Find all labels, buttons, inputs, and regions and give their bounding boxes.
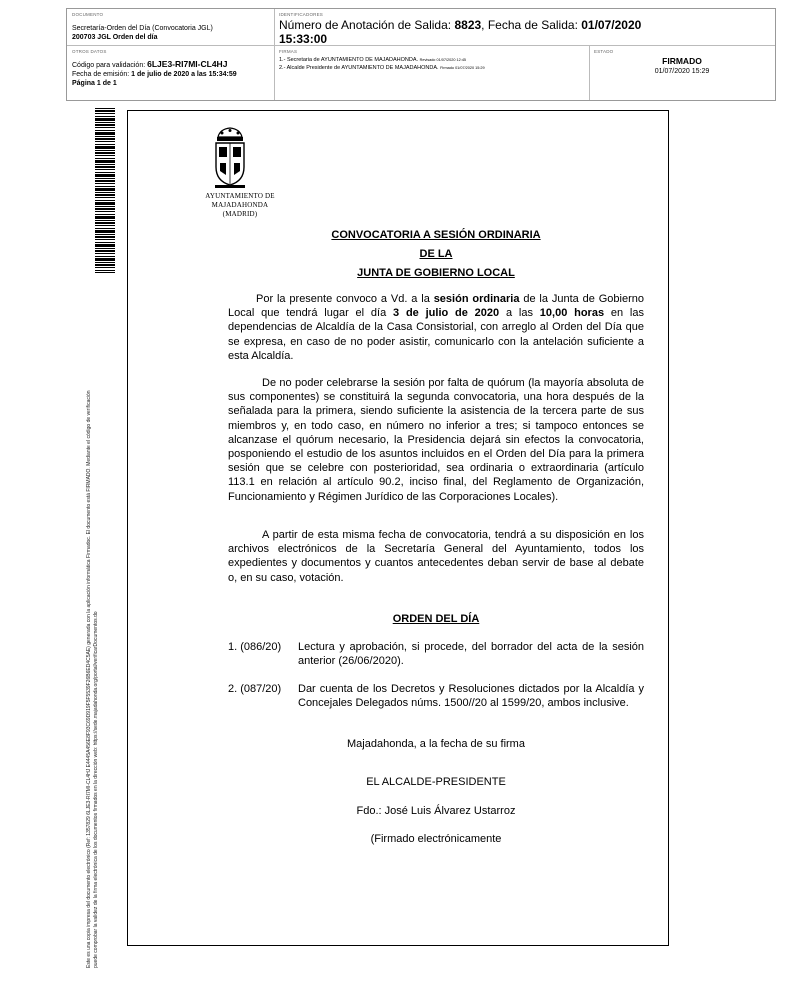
signature-2-date: Firmado 01/07/2020 15:29 xyxy=(440,66,485,70)
emission-date-value: 1 de julio de 2020 a las 15:34:59 xyxy=(131,71,237,78)
registry-value: 8823 xyxy=(454,18,482,32)
registry-label: Número de Anotación de Salida: xyxy=(279,18,452,32)
divider xyxy=(67,45,775,46)
para1-session-type: sesión ordinaria xyxy=(433,293,520,305)
registry-number xyxy=(279,18,641,33)
page-count: Página 1 de 1 xyxy=(72,80,117,87)
signature-header xyxy=(66,8,776,101)
signature-1-date: Revisado 01/07/2020 12:45 xyxy=(419,58,467,62)
para1-text-2: de la Junta de Gobierno Local que tendrá lugar el día xyxy=(228,293,644,320)
status-badge: FIRMADO xyxy=(662,56,702,66)
emission-date-label: Fecha de emisión: xyxy=(72,71,130,78)
agenda-item-2-number: 2. (087/20) xyxy=(228,683,282,695)
documento-subtitle: 200703 JGL Orden del día xyxy=(72,34,158,41)
letterhead-line-3: (MADRID) xyxy=(222,210,258,218)
para1-session-date: 3 de julio de 2020 xyxy=(393,307,500,320)
registry-date-label: , Fecha de Salida: xyxy=(481,18,578,32)
registry-time: 15:33:00 xyxy=(279,32,328,46)
estado-label: ESTADO xyxy=(594,49,614,54)
title-line-3: JUNTA DE GOBIERNO LOCAL xyxy=(357,267,515,279)
letterhead-line-1: AYUNTAMIENTO DE xyxy=(205,192,275,200)
agenda-item-1-text: Lectura y aprobación, si procede, del borrador del acta de la sesión anterior (26/06/2020). xyxy=(298,641,644,668)
verification-text-line-1: Este es una copia impresa del documento electrónico (Ref: 1357829 6LJE3-RI7MI-CL4HJ E4445A456E8F93C69D919F5F5539F26B6ED4C5AE) generada con la aplicación informática Firmadoc. El documento está FIRMADO. Mediante el código de verificación xyxy=(86,390,92,968)
otros-datos-label: OTROS DATOS xyxy=(72,49,107,54)
para1-text-3: a las xyxy=(499,307,540,320)
agenda-item-2-text: Dar cuenta de los Decretos y Resoluciones dictados por la Alcaldía y Concejales Delegados núms. 1500//20 al 1599/20, ambos inclusive. xyxy=(298,683,644,710)
place-date: Majadahonda, a la fecha de su firma xyxy=(347,738,525,750)
agenda-title: ORDEN DEL DÍA xyxy=(392,613,480,625)
para1-session-time: 10,00 horas xyxy=(539,307,605,320)
signature-1 xyxy=(279,57,466,64)
signer-name: Fdo.: José Luis Álvarez Ustarroz xyxy=(356,805,516,817)
firmas-label: FIRMAS xyxy=(279,49,298,54)
signer-role: EL ALCALDE-PRESIDENTE xyxy=(366,776,506,788)
identificadores-label: IDENTIFICADORES xyxy=(279,12,324,17)
barcode xyxy=(95,108,115,273)
signature-note: (Firmado electrónicamente xyxy=(370,833,502,845)
validation-code xyxy=(72,60,227,70)
validation-code-value: 6LJE3-RI7MI-CL4HJ xyxy=(147,59,228,69)
paragraph-convocatoria xyxy=(228,292,644,363)
documento-label: DOCUMENTO xyxy=(72,12,104,17)
signature-1-text: 1.- Secretaria de AYUNTAMIENTO DE MAJADAHONDA. xyxy=(279,57,419,63)
signature-2 xyxy=(279,65,485,72)
coat-of-arms-icon xyxy=(212,127,248,189)
letterhead xyxy=(192,192,288,219)
documento-title: Secretaría-Orden del Día (Convocatoria JGL) xyxy=(72,25,213,32)
agenda-item-1-number: 1. (086/20) xyxy=(228,641,282,653)
letterhead-line-2: MAJADAHONDA xyxy=(211,201,269,209)
paragraph-documentation: A partir de esta misma fecha de convocatoria, tendrá a su disposición en los archivos electrónicos de la Secretaría General del Ayuntamiento, todos los expedientes y documentos y cuantos antecedentes deban servir de base al debate o, en su caso, votación. xyxy=(228,529,644,584)
paragraph-quorum: De no poder celebrarse la sesión por falta de quórum (la mayoría absoluta de sus componentes) se constituirá la segunda convocatoria, una hora después de la señalada para la primera, siendo suficiente la asistencia de la tercera parte de sus miembros y, en todo caso, en número no inferior a tres; si tampoco entonces se alcanzase el quórum necesario, la Presidencia dejará sin efectos la convocatoria, posponiendo el estudio de los asuntos incluidos en el Orden del Día para la primera sesión que se celebre con posterioridad, sea ordinaria o extraordinaria (artículo 113.1 en relación al artículo 90.2, inciso final, del Reglamento de Organización, Funcionamiento y Régimen Jurídico de las Corporaciones Locales). xyxy=(228,377,644,503)
verification-text-line-2: puede comprobar la validez de la firma electrónica de los documentos firmados en la dirección web: https://sede.majadahonda.org/portal/verificarDocumentos.do xyxy=(93,611,99,968)
title-line-1: CONVOCATORIA A SESIÓN ORDINARIA xyxy=(331,229,541,241)
para1-text-1: Por la presente convoco a Vd. a la xyxy=(256,293,434,305)
registry-date: 01/07/2020 xyxy=(581,18,642,32)
para1-text-4: en las dependencias de Alcaldía de la Casa Consistorial, con arreglo al Orden del Día que se expresa, en caso de no poder asistir, comunicarlo con la antelación suficiente a esta Alcaldía. xyxy=(228,307,644,362)
emission-date xyxy=(72,70,237,79)
divider xyxy=(274,9,275,100)
title-line-2: DE LA xyxy=(419,248,453,260)
validation-code-label: Código para validación: xyxy=(72,62,146,69)
status-date: 01/07/2020 15:29 xyxy=(654,68,710,75)
signature-2-text: 2.- Alcalde Presidente de AYUNTAMIENTO DE MAJADAHONDA. xyxy=(279,65,439,71)
